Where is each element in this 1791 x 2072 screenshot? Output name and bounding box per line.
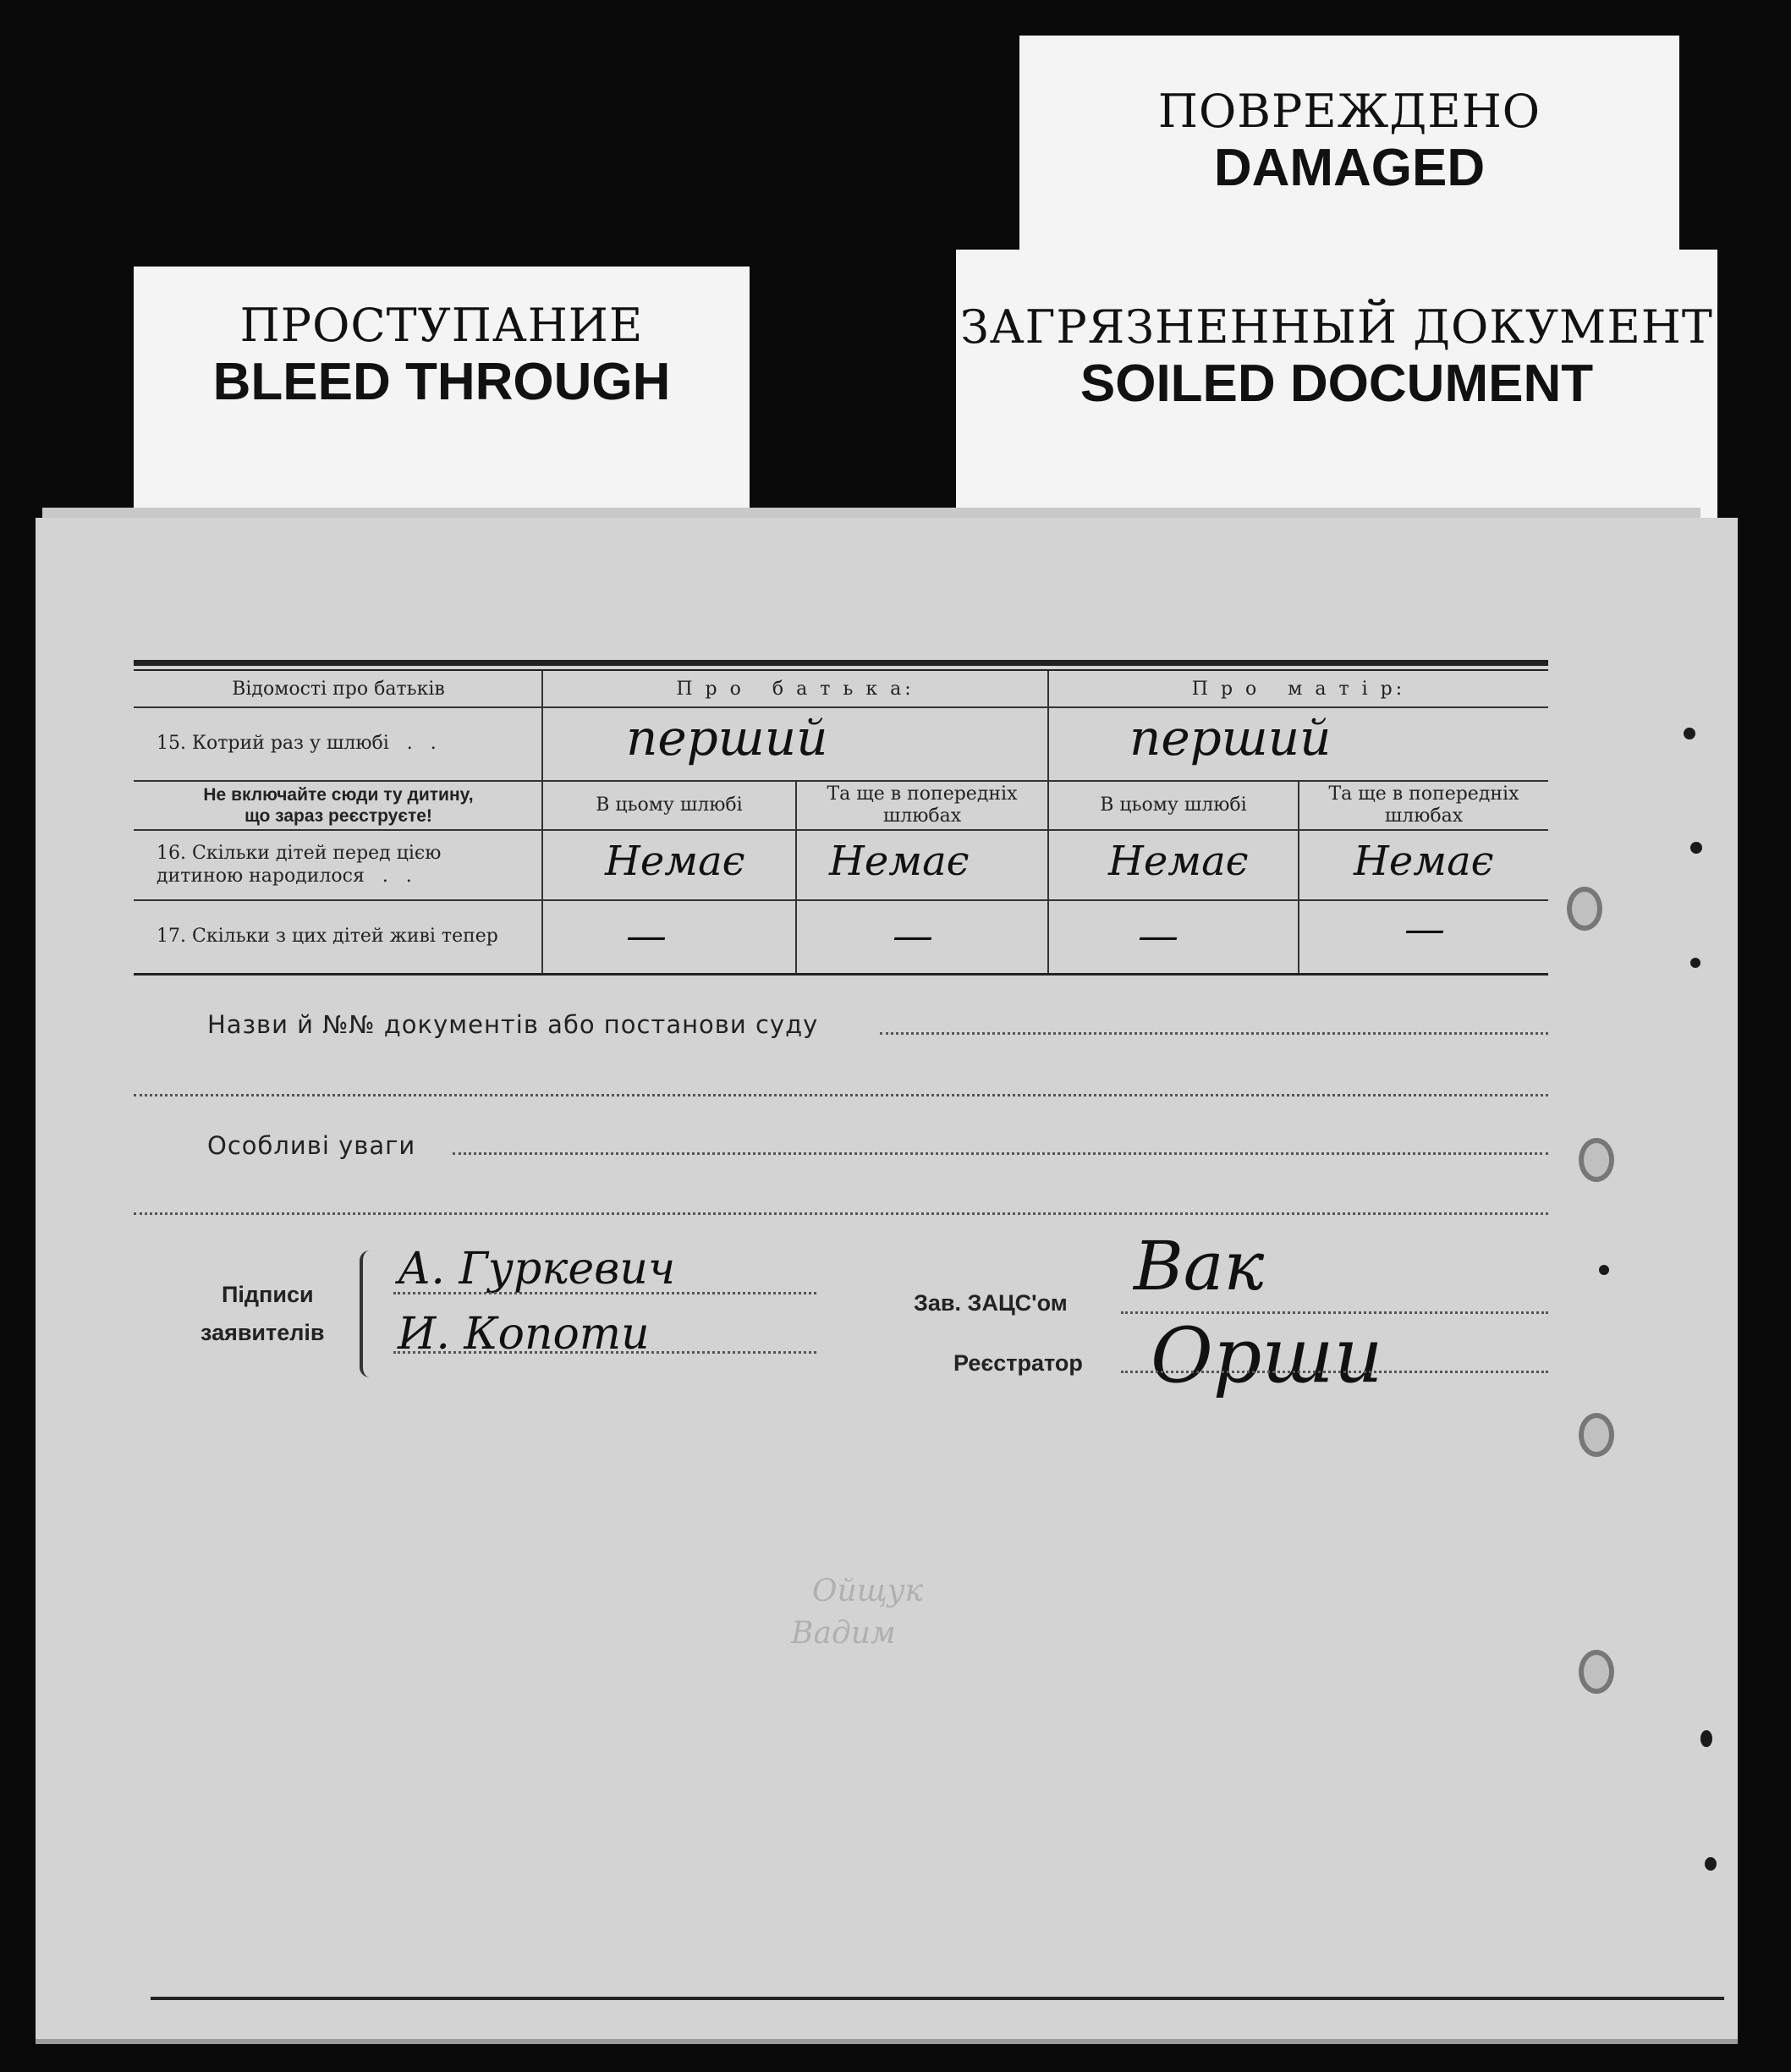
damaged-label-ru: ПОВРЕЖДЕНО [1157,85,1541,138]
row16-label-line1: 16. Скільки дітей перед цією [157,843,442,865]
row17-value-dash: — [893,912,933,959]
row17-value-dash: — [1404,905,1445,953]
applicants-brace [360,1250,378,1377]
row15-father-handwriting: перший [626,709,828,767]
registrar-label: Реєстратор [953,1350,1083,1376]
sheet-bottom-rule [151,1997,1724,2000]
row16-value-handwriting: Немає [605,838,745,885]
bleed-through-label-en: BLEED THROUGH [212,353,671,411]
row16-value-handwriting: Немає [1108,838,1249,885]
row16-value-handwriting: Немає [829,838,970,885]
row15-mother-handwriting: перший [1129,709,1332,767]
applicant1-line [393,1292,816,1294]
documents-field-label: Назви й №№ документів або постанови суду [207,1010,819,1039]
head-zags-label: Зав. ЗАЦС'ом [914,1290,1068,1316]
bleed-through-text: Вадим [791,1616,896,1651]
row16-value-handwriting: Немає [1354,838,1494,885]
damaged-target-card [1019,36,1679,272]
subheader-prev-line2: шлюбах [1384,805,1464,827]
table-bottom-rule [134,973,1548,976]
binding-hole [1700,1730,1712,1747]
note-line1: Не включайте сюди ту дитину, [203,784,474,805]
subheader-prev-marriages-father [797,782,1047,829]
note-line2: що зараз реєструєте! [244,806,432,826]
applicant2-line [393,1351,816,1354]
header-father: П р о б а т ь к а: [676,678,915,700]
header-mother: П р о м а т і р: [1191,678,1406,700]
soiled-label-ru: ЗАГРЯЗНЕННЫЙ ДОКУМЕНТ [960,300,1713,354]
binding-hole [1690,842,1702,854]
applicant2-signature: И. Копоти [398,1309,650,1360]
subheader-prev-line2: шлюбах [882,805,962,827]
row17-value-dash: — [626,912,667,959]
binding-hole [1684,728,1695,739]
subheader-prev-line1: Та ще в попередніх [827,783,1018,805]
bleed-through-target-card [134,267,750,520]
note-no-current-child [135,782,541,829]
table-top-rule-thin [134,669,1548,671]
head-zags-signature: Вак [1134,1227,1265,1305]
subheader-prev-marriages-mother [1299,782,1548,829]
bleed-through-text: Ойщук [812,1574,924,1608]
notes-field-label: Особливі уваги [207,1131,416,1160]
damaged-label-en: DAMAGED [1213,139,1486,197]
notes-field-line-2 [134,1212,1548,1215]
applicant1-signature: А. Гуркевич [398,1244,676,1294]
row16-label-line2: дитиною народилося . . [157,865,412,887]
documents-field-line [880,1032,1548,1035]
subheader-prev-line1: Та ще в попередніх [1328,783,1519,805]
row17-label: 17. Скільки з цих дітей живі тепер [157,926,498,948]
subheader-this-marriage-mother: В цьому шлюбі [1100,794,1247,816]
applicants-label-line2: заявителів [201,1320,325,1345]
binding-hole [1599,1265,1609,1275]
documents-field-line-2 [134,1094,1548,1096]
binding-hole [1567,887,1602,931]
soiled-document-target-card [956,250,1717,520]
row15-label: 15. Котрий раз у шлюбі . . [157,733,437,755]
row16-label [131,831,563,899]
binding-hole [1579,1138,1614,1182]
header-parents-info: Відомості про батьків [232,678,445,700]
applicants-label-line1: Підписи [222,1282,314,1307]
binding-hole [1579,1650,1614,1694]
bleed-through-label-ru: ПРОСТУПАНИЕ [239,299,644,352]
row17-value-dash: — [1138,912,1178,959]
subheader-this-marriage-father: В цьому шлюбі [596,794,743,816]
binding-hole [1579,1413,1614,1457]
table-top-rule [134,660,1548,666]
registrar-line [1121,1371,1548,1373]
registrar-signature: Орши [1151,1311,1383,1400]
soiled-label-en: SOILED DOCUMENT [1080,354,1594,413]
binding-hole [1705,1857,1717,1871]
binding-hole [1690,958,1700,968]
notes-field-line [453,1152,1548,1155]
